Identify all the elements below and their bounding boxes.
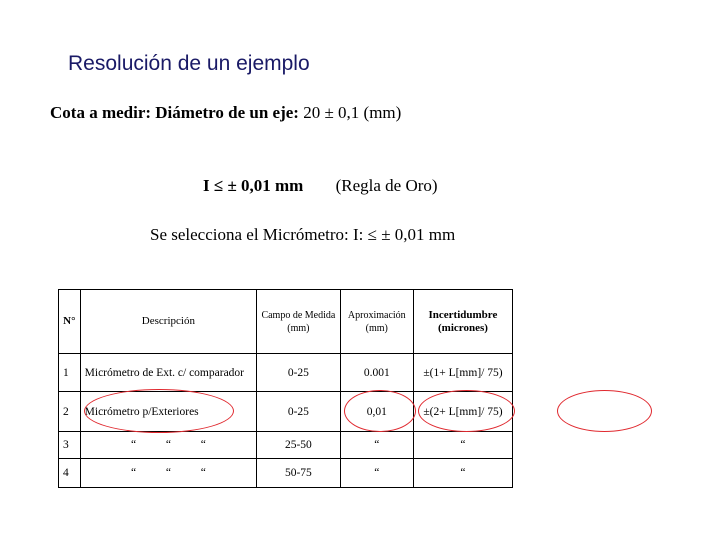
slide-title: Resolución de un ejemplo xyxy=(68,52,310,75)
table-row xyxy=(59,459,513,488)
row-incert: “ xyxy=(413,459,512,488)
rule-line xyxy=(203,176,438,196)
row-num: 2 xyxy=(59,392,81,432)
ditto-mark: “ xyxy=(165,467,171,479)
row-campo: 0-25 xyxy=(257,354,341,392)
row-aprox: 0,01 xyxy=(340,392,413,432)
header-incert: Incertidumbre (micrones) xyxy=(413,290,512,354)
ditto-mark: “ xyxy=(200,439,206,451)
row-num: 4 xyxy=(59,459,81,488)
header-num: N° xyxy=(59,290,81,354)
row-incert: ±(1+ L[mm]/ 75) xyxy=(413,354,512,392)
highlight-ellipse-description xyxy=(84,389,234,433)
table-header-row xyxy=(59,290,513,354)
row-incert: “ xyxy=(413,432,512,459)
ditto-mark: “ xyxy=(165,439,171,451)
uncertainty-rule: I ≤ ± 0,01 mm xyxy=(203,176,304,195)
row-campo: 50-75 xyxy=(257,459,341,488)
measurement-value: 20 ± 0,1 (mm) xyxy=(303,103,402,122)
measurement-label: Cota a medir: xyxy=(50,103,152,122)
row-num: 3 xyxy=(59,432,81,459)
header-campo: Campo de Medida (mm) xyxy=(257,290,341,354)
row-desc: Micrómetro de Ext. c/ comparador xyxy=(80,354,256,392)
row-desc xyxy=(80,459,256,488)
rule-note: (Regla de Oro) xyxy=(335,176,438,195)
ditto-mark: “ xyxy=(130,467,137,479)
row-num: 1 xyxy=(59,354,81,392)
header-aprox: Aproximación (mm) xyxy=(340,290,413,354)
ditto-mark: “ xyxy=(200,467,206,479)
row-incert: ±(2+ L[mm]/ 75) xyxy=(413,392,512,432)
instrument-table xyxy=(58,289,513,488)
table-row xyxy=(59,354,513,392)
highlight-ellipse-empty xyxy=(557,390,652,432)
row-desc xyxy=(80,432,256,459)
row-aprox: 0.001 xyxy=(340,354,413,392)
row-desc: Micrómetro p/Exteriores xyxy=(80,392,256,432)
row-campo: 25-50 xyxy=(257,432,341,459)
table-row xyxy=(59,432,513,459)
highlight-ellipse-incertidumbre xyxy=(418,390,515,432)
measurement-line xyxy=(50,103,401,123)
row-aprox: “ xyxy=(340,459,413,488)
ditto-mark: “ xyxy=(130,439,137,451)
selection-line: Se selecciona el Micrómetro: I: ≤ ± 0,01 mm xyxy=(150,225,456,244)
row-campo: 0-25 xyxy=(257,392,341,432)
header-desc: Descripción xyxy=(80,290,256,354)
highlight-ellipse-aproximacion xyxy=(344,390,416,432)
measurement-subject: Diámetro de un eje: xyxy=(155,103,299,122)
row-aprox: “ xyxy=(340,432,413,459)
